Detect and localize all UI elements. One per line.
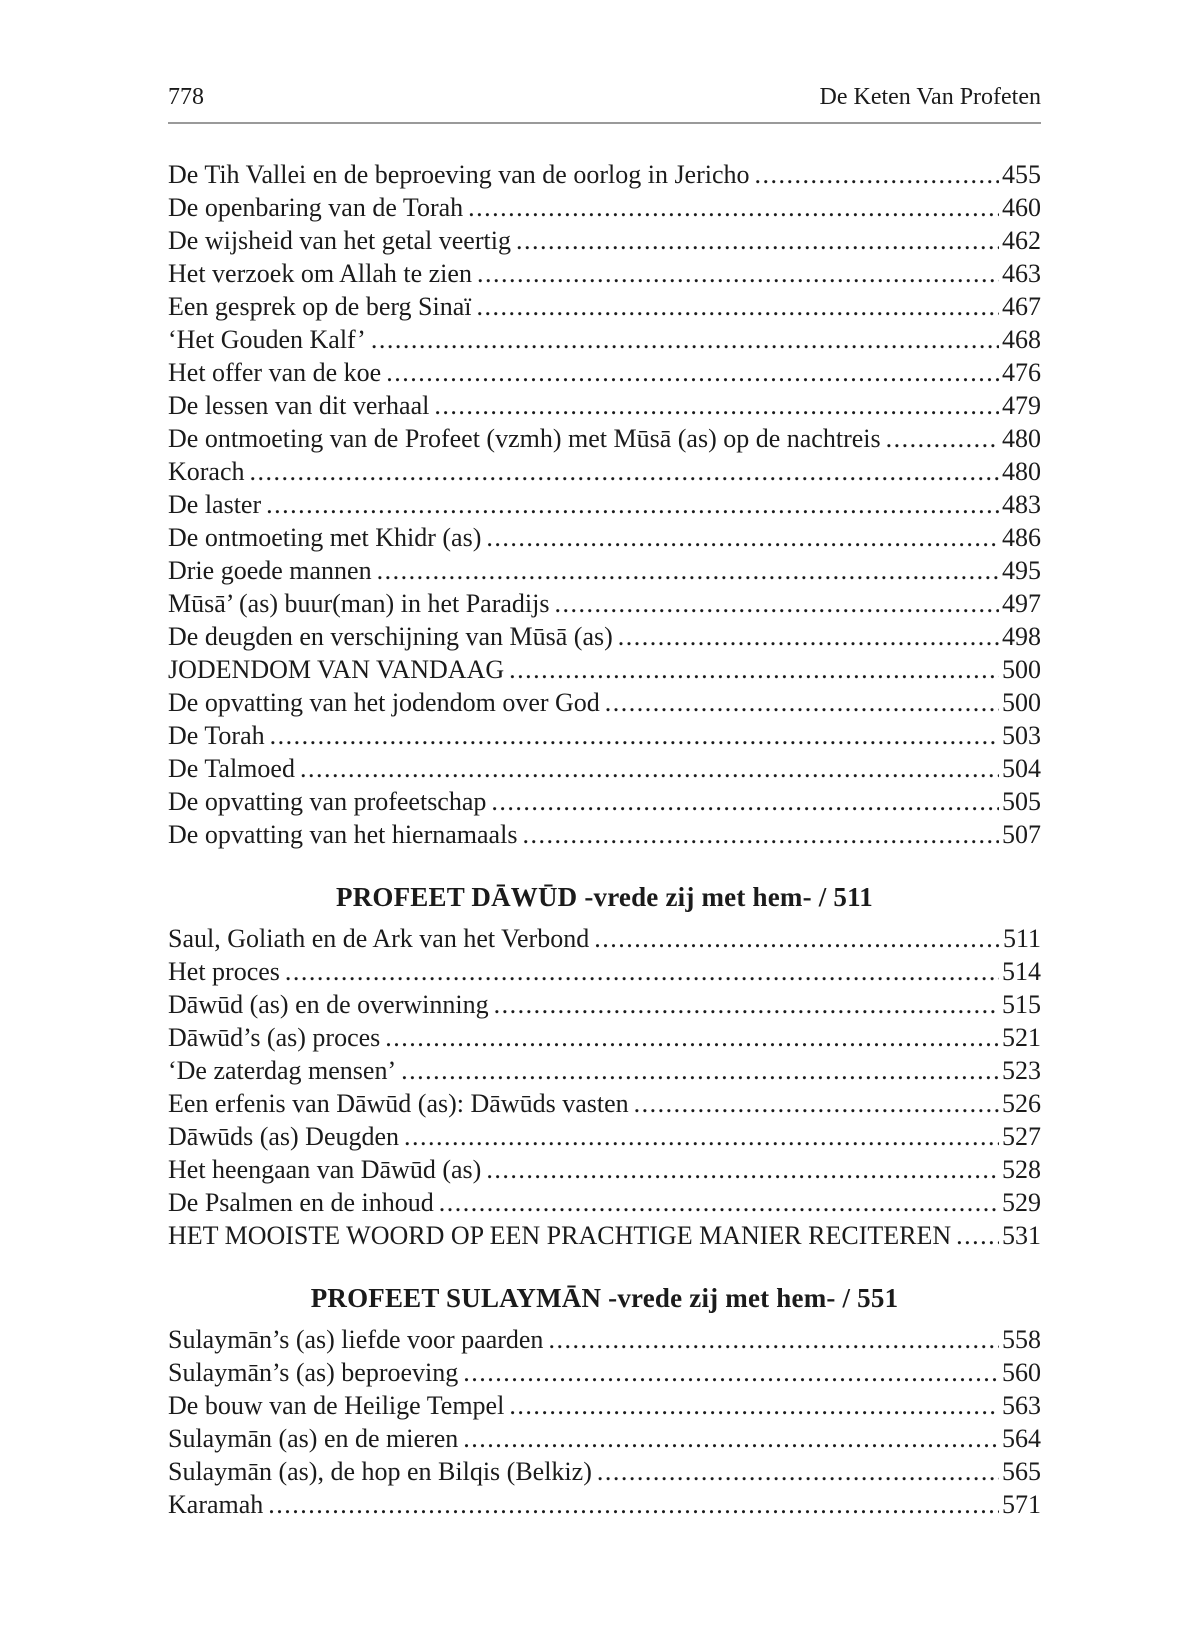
toc-entry-title: De Torah — [168, 721, 265, 750]
toc-entry-page: 526 — [1002, 1089, 1041, 1118]
toc-entry-title: Een erfenis van Dāwūd (as): Dāwūds vasten — [168, 1089, 629, 1118]
dot-leader — [371, 323, 999, 356]
toc-entry-page: 495 — [1002, 556, 1041, 585]
toc-entry-page: 504 — [1002, 754, 1041, 783]
toc-entry-title: Sulaymān’s (as) liefde voor paarden — [168, 1325, 544, 1354]
toc-entry-page: 480 — [1002, 457, 1041, 486]
dot-leader — [605, 686, 999, 719]
toc-entry — [168, 1389, 1041, 1422]
toc-entry-page: 476 — [1002, 358, 1041, 387]
toc-entry-page: 571 — [1002, 1490, 1041, 1519]
toc-entry-page: 463 — [1002, 259, 1041, 288]
toc-entry-page: 560 — [1002, 1358, 1041, 1387]
toc-entry-title: Drie goede mannen — [168, 556, 372, 585]
dot-leader — [494, 988, 999, 1021]
toc-entry — [168, 587, 1041, 620]
toc-entry-page: 505 — [1002, 787, 1041, 816]
dot-leader — [486, 1153, 999, 1186]
toc-entry-title: Korach — [168, 457, 245, 486]
dot-leader — [404, 1120, 999, 1153]
toc-entry-page: 563 — [1002, 1391, 1041, 1420]
toc-entry — [168, 686, 1041, 719]
toc-entry-title: Dāwūds (as) Deugden — [168, 1122, 400, 1151]
dot-leader — [434, 389, 999, 422]
toc-entry-page: 529 — [1002, 1188, 1041, 1217]
toc-entry — [168, 1356, 1041, 1389]
toc-entry-title: JODENDOM VAN VANDAAG — [168, 655, 505, 684]
toc-entry-title: Het proces — [168, 957, 280, 986]
running-title: De Keten Van Profeten — [819, 84, 1041, 110]
dot-leader — [377, 554, 999, 587]
toc-entry-page: 483 — [1002, 490, 1041, 519]
toc-entry — [168, 1488, 1041, 1521]
toc-entry — [168, 488, 1041, 521]
dot-leader — [300, 752, 999, 785]
toc-entry-title: De lessen van dit verhaal — [168, 391, 430, 420]
toc-entry — [168, 389, 1041, 422]
dot-leader — [516, 224, 999, 257]
dot-leader — [634, 1087, 999, 1120]
toc-entry-page: 467 — [1002, 292, 1041, 321]
dot-leader — [477, 257, 999, 290]
toc-entry-title: Het offer van de koe — [168, 358, 382, 387]
toc-entry-title: De ontmoeting met Khidr (as) — [168, 523, 482, 552]
toc-entry-title: Saul, Goliath en de Ark van het Verbond — [168, 924, 590, 953]
dot-leader — [285, 955, 999, 988]
dot-leader — [439, 1186, 999, 1219]
toc-entry — [168, 955, 1041, 988]
dot-leader — [386, 356, 999, 389]
toc-entry — [168, 323, 1041, 356]
toc-entry — [168, 191, 1041, 224]
dot-leader — [266, 488, 999, 521]
dot-leader — [755, 158, 999, 191]
toc-entry-page: 531 — [1002, 1221, 1041, 1250]
toc-entry-title: De opvatting van het hiernamaals — [168, 820, 518, 849]
dot-leader — [548, 1323, 999, 1356]
toc-entry — [168, 1153, 1041, 1186]
toc-entry-title: Dāwūd’s (as) proces — [168, 1023, 381, 1052]
dot-leader — [597, 1455, 999, 1488]
dot-leader — [486, 521, 999, 554]
toc-entry — [168, 1323, 1041, 1356]
toc-entry-title: De deugden en verschijning van Mūsā (as) — [168, 622, 613, 651]
table-of-contents — [168, 158, 1041, 1521]
toc-entry — [168, 257, 1041, 290]
toc-entry — [168, 1455, 1041, 1488]
toc-entry-page: 564 — [1002, 1424, 1041, 1453]
dot-leader — [463, 1356, 999, 1389]
toc-entry-page: 503 — [1002, 721, 1041, 750]
toc-entry — [168, 521, 1041, 554]
toc-entry-title: De Talmoed — [168, 754, 295, 783]
toc-entry — [168, 620, 1041, 653]
dot-leader — [385, 1021, 999, 1054]
toc-entry-title: De bouw van de Heilige Tempel — [168, 1391, 505, 1420]
toc-entry — [168, 785, 1041, 818]
dot-leader — [401, 1054, 999, 1087]
dot-leader — [509, 1389, 999, 1422]
toc-entry-title: Een gesprek op de berg Sinaï — [168, 292, 472, 321]
toc-entry — [168, 356, 1041, 389]
toc-entry-page: 468 — [1002, 325, 1041, 354]
toc-entry-title: De opvatting van profeetschap — [168, 787, 487, 816]
toc-entry — [168, 653, 1041, 686]
dot-leader — [618, 620, 999, 653]
toc-entry-title: De laster — [168, 490, 262, 519]
toc-entry — [168, 818, 1041, 851]
toc-entry — [168, 1054, 1041, 1087]
toc-entry-title: Sulaymān (as) en de mieren — [168, 1424, 459, 1453]
toc-entry — [168, 158, 1041, 191]
dot-leader — [477, 290, 1000, 323]
toc-entry — [168, 290, 1041, 323]
toc-entry-page: 500 — [1002, 688, 1041, 717]
toc-entry-title: Sulaymān’s (as) beproeving — [168, 1358, 459, 1387]
toc-entry-page: 462 — [1002, 226, 1041, 255]
page-header — [168, 84, 1041, 124]
toc-entry-page: 511 — [1002, 924, 1041, 953]
toc-entry-page: 460 — [1002, 193, 1041, 222]
toc-entry — [168, 422, 1041, 455]
toc-entry — [168, 988, 1041, 1021]
dot-leader — [250, 455, 999, 488]
toc-entry — [168, 922, 1041, 955]
toc-entry-page: 500 — [1002, 655, 1041, 684]
dot-leader — [270, 719, 999, 752]
toc-entry-page: 523 — [1002, 1056, 1041, 1085]
toc-entry — [168, 1219, 1041, 1252]
toc-entry-title: De ontmoeting van de Profeet (vzmh) met Mūsā (as) op de nachtreis — [168, 424, 881, 453]
toc-entry-page: 565 — [1002, 1457, 1041, 1486]
toc-entry-page: 514 — [1002, 957, 1041, 986]
toc-entry — [168, 719, 1041, 752]
toc-entry — [168, 1087, 1041, 1120]
dot-leader — [956, 1219, 999, 1252]
section-heading: PROFEET SULAYMĀN -vrede zij met hem- / 551 — [310, 1283, 899, 1313]
toc-entry-title: De wijsheid van het getal veertig — [168, 226, 511, 255]
toc-entry — [168, 224, 1041, 257]
dot-leader — [594, 922, 1000, 955]
dot-leader — [491, 785, 999, 818]
toc-entry — [168, 752, 1041, 785]
toc-entry-title: Karamah — [168, 1490, 264, 1519]
toc-entry-title: Het verzoek om Allah te zien — [168, 259, 472, 288]
toc-entry — [168, 1186, 1041, 1219]
toc-entry — [168, 1422, 1041, 1455]
toc-entry-title: De opvatting van het jodendom over God — [168, 688, 600, 717]
dot-leader — [463, 1422, 999, 1455]
toc-entry-page: 497 — [1002, 589, 1041, 618]
toc-entry-title: HET MOOISTE WOORD OP EEN PRACHTIGE MANIER RECITEREN — [168, 1221, 952, 1250]
toc-entry-title: De Tih Vallei en de beproeving van de oorlog in Jericho — [168, 160, 750, 189]
toc-entry-page: 515 — [1002, 990, 1041, 1019]
toc-entry-page: 528 — [1002, 1155, 1041, 1184]
toc-entry-title: Het heengaan van Dāwūd (as) — [168, 1155, 482, 1184]
toc-entry-page: 558 — [1002, 1325, 1041, 1354]
toc-entry-page: 486 — [1002, 523, 1041, 552]
toc-entry-page: 527 — [1002, 1122, 1041, 1151]
toc-entry — [168, 455, 1041, 488]
toc-entry-title: Dāwūd (as) en de overwinning — [168, 990, 489, 1019]
toc-entry-page: 507 — [1002, 820, 1041, 849]
toc-entry — [168, 1120, 1041, 1153]
dot-leader — [268, 1488, 999, 1521]
dot-leader — [468, 191, 999, 224]
toc-entry-page: 498 — [1002, 622, 1041, 651]
toc-entry — [168, 1021, 1041, 1054]
dot-leader — [886, 422, 999, 455]
toc-entry-title: ‘De zaterdag mensen’ — [168, 1056, 397, 1085]
toc-entry-title: ‘Het Gouden Kalf’ — [168, 325, 366, 354]
toc-entry — [168, 554, 1041, 587]
toc-entry-page: 479 — [1002, 391, 1041, 420]
dot-leader — [554, 587, 999, 620]
page-number: 778 — [168, 84, 204, 110]
dot-leader — [522, 818, 999, 851]
toc-entry-title: Mūsā’ (as) buur(man) in het Paradijs — [168, 589, 550, 618]
section-heading: PROFEET DĀWŪD -vrede zij met hem- / 511 — [336, 882, 873, 912]
toc-entry-title: Sulaymān (as), de hop en Bilqis (Belkiz) — [168, 1457, 592, 1486]
toc-entry-title: De Psalmen en de inhoud — [168, 1188, 434, 1217]
toc-entry-page: 480 — [1002, 424, 1041, 453]
toc-entry-title: De openbaring van de Torah — [168, 193, 464, 222]
toc-entry-page: 521 — [1002, 1023, 1041, 1052]
toc-entry-page: 455 — [1002, 160, 1041, 189]
dot-leader — [509, 653, 999, 686]
